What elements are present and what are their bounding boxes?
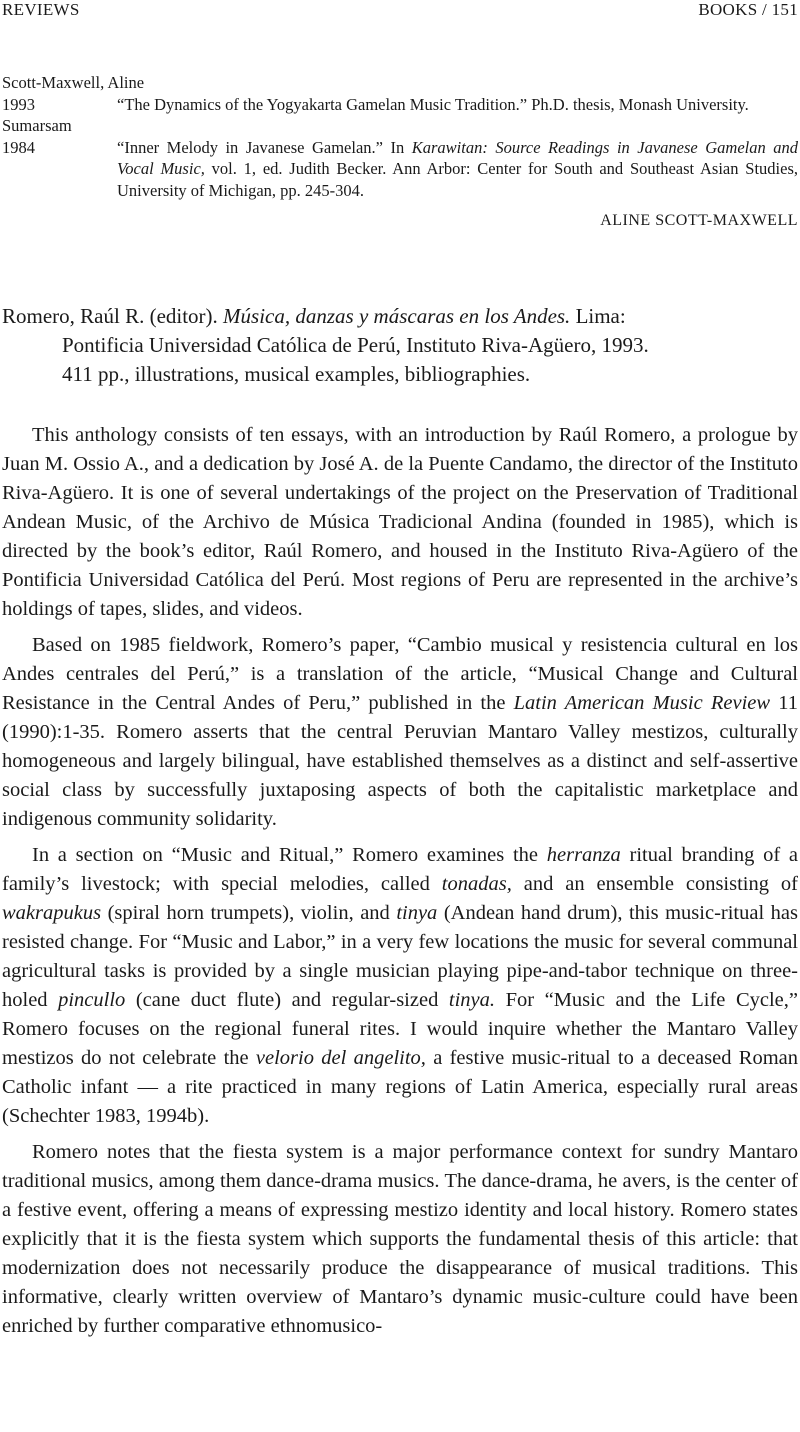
paragraph-text-italic: wakrapukus (2, 902, 102, 924)
book-details: 411 pp., illustrations, musical examples, bibliographies. (62, 362, 531, 386)
paragraph-text: a festive music-ritual to a deceased Roman Catholic infant — a rite practiced in many regions of Latin America, especially rural areas (Schechter 1983, 1994b). (2, 1047, 798, 1127)
reference-segment-italic: Karawitan: Source Readings in Javanese Gamelan and Vocal Music, (117, 137, 798, 178)
running-head-section: REVIEWS (2, 0, 80, 19)
paragraph-text: and an ensemble consisting of (511, 873, 798, 895)
reference-author: Scott-Maxwell, Aline (2, 73, 145, 92)
running-head-page: BOOKS / 151 (698, 0, 798, 19)
reference-segment: “The Dynamics of the Yogyakarta Gamelan Music Tradition.” Ph.D. thesis, Monash University. (117, 94, 749, 114)
paragraph-text-italic: Latin American Music Review (513, 692, 771, 714)
paragraph-text: (Andean hand drum), this music-ritual has resisted change. For “Music and Labor,” in a very few locations the music for several communal agricultural tasks is provided by a single musician playing pipe-and-tabor technique on three-holed (2, 902, 798, 1011)
paragraph (2, 631, 798, 834)
review-body (2, 421, 798, 1348)
paragraph-text-italic: pincullo (58, 989, 126, 1011)
paragraph-text: This anthology consists of ten essays, with an introduction by Raúl Romero, a prologue by Juan M. Ossio A., and a dedication by José A. de la Puente Candamo, the director of the Instituto Riva-Agüero. It is one of several undertakings of the project on the Preservation of Traditional Andean Music, of the Archivo de Música Tradicional Andina (founded in 1985), which is directed by the book’s editor, Raúl Romero, and housed in the Instituto Riva-Agüero of the Pontificia Universidad Católica del Perú. Most regions of Peru are represented in the archive’s holdings of tapes, slides, and videos. (2, 424, 798, 620)
reference-entry (2, 72, 798, 115)
reference-year: 1984 (2, 137, 35, 157)
reference-year: 1993 (2, 94, 35, 114)
book-place: Lima: (570, 304, 626, 328)
running-head (2, 0, 798, 22)
book-publisher: Pontificia Universidad Católica de Perú, Instituto Riva-Agüero, 1993. (62, 333, 649, 357)
paragraph-text: In a section on “Music and Ritual,” Romero examines the (32, 844, 547, 866)
paragraph-text-italic: herranza (546, 844, 621, 866)
reference-segment: vol. 1, ed. Judith Becker. Ann Arbor: Center for South and Southeast Asian Studies, University of Michigan, pp. 245-304. (117, 159, 798, 200)
paragraph-text: (cane duct flute) and regular-sized (125, 989, 449, 1011)
paragraph-text-italic: velorio del angelito, (255, 1047, 426, 1069)
paragraph-text: ritual branding of a family’s livestock; with special melodies, called (2, 844, 798, 895)
paragraph-text: For “Music and the Life Cycle,” Romero focuses on the regional funeral rites. I would inquire whether the Mantaro Valley mestizos do not celebrate the (2, 989, 799, 1069)
reference-text (117, 94, 798, 116)
reference-list (2, 72, 798, 232)
paragraph-text-italic: tinya. (448, 989, 496, 1011)
paragraph-text: Romero notes that the fiesta system is a major performance context for sundry Mantaro traditional musics, among them dance-drama musics. The dance-drama, he avers, is the center of a festive event, offering a means of expressing mestizo identity and local history. Romero states explicitly that it is the fiesta system which supports the fundamental thesis of this article: that modernization does not necessarily produce the disappearance of musical traditions. This informative, clearly written overview of Mantaro’s dynamic music-culture could have been enriched by further comparative ethnomusico- (2, 1141, 798, 1337)
paragraph-text: Based on 1985 fieldwork, Romero’s paper, “Cambio musical y resistencia cultural en los Andes centrales del Perú,” is a translation of the article, “Musical Change and Cultural Resistance in the Central Andes of Peru,” published in the (2, 634, 798, 714)
reference-author: Sumarsam (2, 116, 72, 135)
paragraph-text-italic: tinya (396, 902, 438, 924)
paragraph (2, 421, 798, 624)
paragraph (2, 841, 798, 1131)
reference-entry (2, 115, 798, 201)
book-title: Música, danzas y máscaras en los Andes. (223, 304, 571, 328)
book-author: Romero, Raúl R. (editor). (2, 304, 224, 328)
reference-text (117, 137, 798, 202)
reviewer-signature: ALINE SCOTT-MAXWELL (600, 212, 798, 229)
paragraph-text-italic: tonadas, (441, 873, 512, 895)
book-heading-line (2, 302, 798, 331)
paragraph (2, 1138, 798, 1341)
book-heading (2, 302, 798, 389)
paragraph-text: (spiral horn trumpets), violin, and (101, 902, 397, 924)
paragraph-text: 11 (1990):1-35. Romero asserts that the central Peruvian Mantaro Valley mestizos, culturally homogeneous and largely bilingual, have established themselves as a distinct and self-assertive social class by successfully juxtaposing aspects of both the capitalistic marketplace and indigenous community solidarity. (2, 692, 798, 830)
reference-segment: “Inner Melody in Javanese Gamelan.” In (117, 137, 412, 157)
